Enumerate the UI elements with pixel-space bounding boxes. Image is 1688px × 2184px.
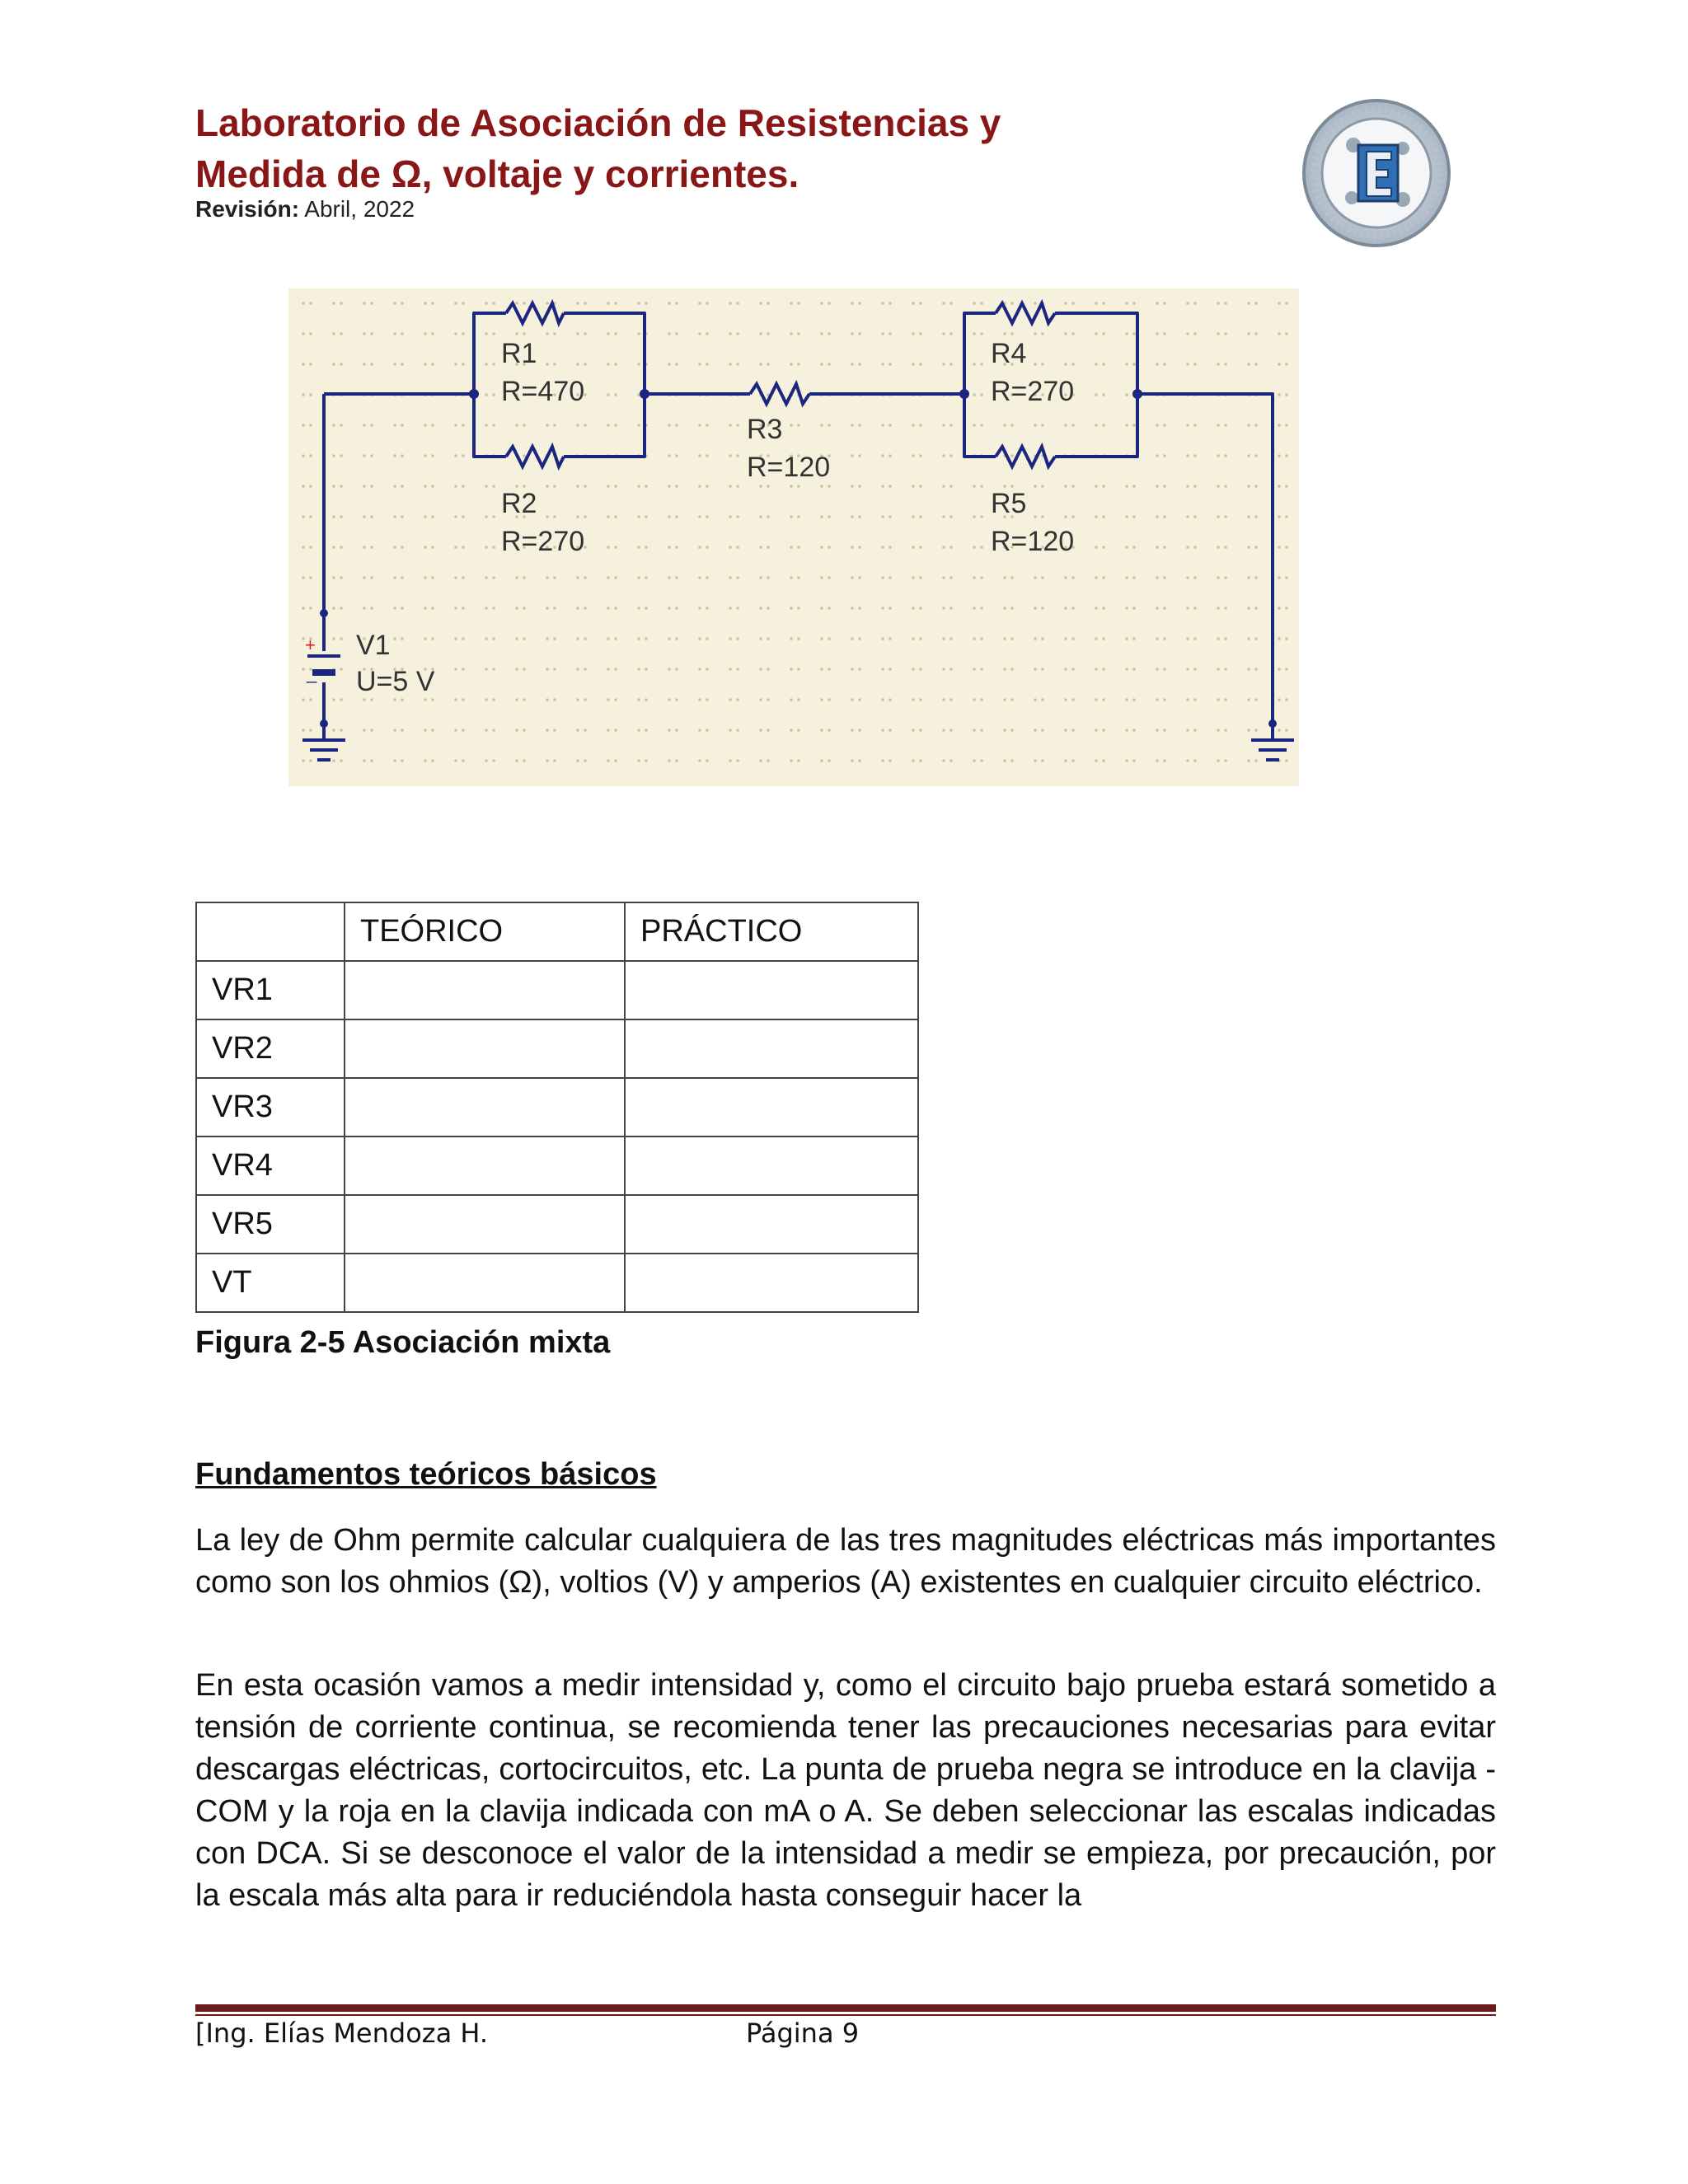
table-header-teorico: TEÓRICO xyxy=(345,902,625,961)
junction-node xyxy=(320,609,328,617)
junction-node xyxy=(959,389,969,399)
results-table xyxy=(195,902,919,1313)
footer-rule-thin xyxy=(195,2014,1496,2016)
cell-practico xyxy=(625,1137,918,1195)
label-r2-value: R=270 xyxy=(501,526,585,557)
label-r3-name: R3 xyxy=(747,414,783,445)
footer-rule xyxy=(195,2004,1496,2012)
footer-author: [Ing. Elías Mendoza H. xyxy=(195,2018,489,2049)
revision-line xyxy=(195,196,415,223)
row-label: VR3 xyxy=(196,1078,345,1137)
label-v1-name: V1 xyxy=(356,630,391,661)
label-r3-value: R=120 xyxy=(747,452,831,483)
label-v1-value: U=5 V xyxy=(356,666,435,697)
table-row xyxy=(196,1019,918,1078)
label-r5-name: R5 xyxy=(991,488,1027,519)
junction-node xyxy=(640,389,649,399)
row-label: VR2 xyxy=(196,1019,345,1078)
junction-node xyxy=(1132,389,1142,399)
label-r4-value: R=270 xyxy=(991,376,1075,407)
paragraph-measurement: En esta ocasión vamos a medir intensidad y, como el circuito bajo prueba estará sometido a tensión de corriente continua, se recomienda tener las precauciones necesarias para evitar descargas eléctricas, cortocircuitos, etc. La punta de prueba negra se introduce en la clavija -COM y la roja en la clavija indicada con mA o A. Se deben seleccionar las escalas indicadas con DCA. Si se desconoce el valor de la intensidad a medir se empieza, por precaución, por la escala más alta para ir reduciéndola hasta conseguir hacer la xyxy=(195,1668,1496,1913)
table-header-cell xyxy=(196,902,345,961)
label-r4-name: R4 xyxy=(991,338,1027,369)
paragraph-ohm-law: La ley de Ohm permite calcular cualquiera de las tres magnitudes eléctricas más importantes como son los ohmios (Ω), voltios (V) y amperios (A) existentes en cualquier circuito eléctrico. xyxy=(195,1523,1496,1600)
table-header-practico: PRÁCTICO xyxy=(625,902,918,961)
document-title xyxy=(195,97,1267,199)
label-r1-name: R1 xyxy=(501,338,537,369)
battery-minus-sign: _ xyxy=(307,663,317,683)
table-row xyxy=(196,961,918,1019)
institution-seal-icon xyxy=(1301,97,1453,250)
cell-teorico xyxy=(345,1137,625,1195)
table-row xyxy=(196,1195,918,1254)
cell-practico xyxy=(625,961,918,1019)
circuit-diagram xyxy=(288,288,1299,786)
label-r5-value: R=120 xyxy=(991,526,1075,557)
table-row xyxy=(196,1137,918,1195)
label-r1-value: R=470 xyxy=(501,376,585,407)
section-heading: Fundamentos teóricos básicos xyxy=(195,1457,657,1492)
battery-plus-sign: + xyxy=(305,635,316,655)
table-row xyxy=(196,1078,918,1137)
cell-teorico xyxy=(345,1254,625,1312)
cell-practico xyxy=(625,1195,918,1254)
table-row xyxy=(196,1254,918,1312)
label-r2-name: R2 xyxy=(501,488,537,519)
cell-teorico xyxy=(345,961,625,1019)
cell-teorico xyxy=(345,1078,625,1137)
row-label: VR1 xyxy=(196,961,345,1019)
figure-caption: Figura 2-5 Asociación mixta xyxy=(195,1325,611,1360)
table-header-row xyxy=(196,902,918,961)
revision-label: Revisión: xyxy=(195,196,300,222)
revision-value: Abril, 2022 xyxy=(304,196,415,222)
cell-practico xyxy=(625,1078,918,1137)
cell-practico xyxy=(625,1254,918,1312)
cell-teorico xyxy=(345,1195,625,1254)
cell-teorico xyxy=(345,1019,625,1078)
cell-practico xyxy=(625,1019,918,1078)
row-label: VR4 xyxy=(196,1137,345,1195)
title-line-1: Laboratorio de Asociación de Resistencias y xyxy=(195,101,1001,144)
footer-page-number: Página 9 xyxy=(746,2018,860,2049)
row-label: VT xyxy=(196,1254,345,1312)
title-line-2: Medida de Ω, voltaje y corrientes. xyxy=(195,152,799,195)
junction-node xyxy=(469,389,479,399)
row-label: VR5 xyxy=(196,1195,345,1254)
